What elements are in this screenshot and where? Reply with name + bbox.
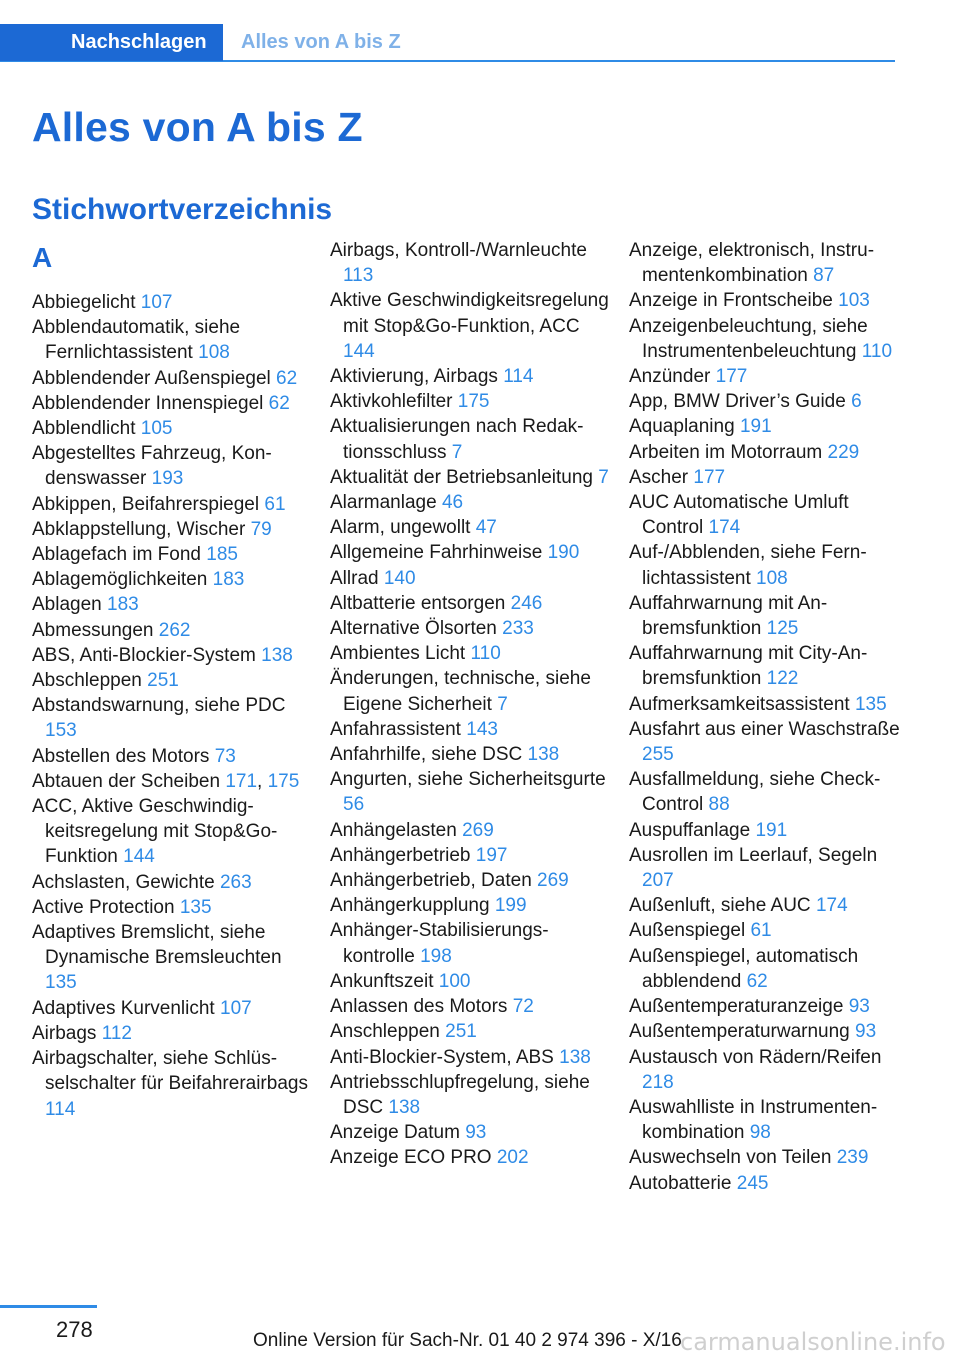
- entry-term: Aktualität der Betriebsanleitung: [330, 466, 599, 488]
- index-entry: [330, 641, 610, 666]
- index-entry: [629, 893, 909, 918]
- index-entry: [32, 920, 312, 996]
- entry-list: [32, 290, 312, 1122]
- index-entry: [629, 465, 909, 490]
- entry-term: Ausfahrt aus einer Waschstraße: [629, 718, 900, 740]
- page-reference-link[interactable]: 197: [475, 844, 508, 866]
- index-column-2: [330, 238, 610, 1171]
- page-reference-link[interactable]: 269: [537, 870, 569, 892]
- entry-term: Auspuffanlage: [629, 819, 756, 841]
- page-title: Alles von A bis Z: [32, 104, 363, 150]
- entry-term: Außenspiegel, automatisch abblendend: [629, 945, 859, 992]
- page-reference-link[interactable]: 239: [836, 1147, 869, 1169]
- footer-divider: [0, 1305, 97, 1308]
- entry-term: Autobatterie: [629, 1172, 737, 1194]
- index-entry: [629, 1019, 909, 1044]
- index-entry: [32, 492, 312, 517]
- index-entry: [629, 717, 909, 767]
- entry-term: Auffahrwarnung mit City-Anbremsfunktion: [629, 643, 868, 690]
- entry-term: Anfahrhilfe, siehe DSC: [330, 744, 528, 766]
- index-entry: [32, 996, 312, 1021]
- page-reference-link[interactable]: 87: [813, 265, 835, 287]
- entry-term: Anzeige ECO PRO: [330, 1147, 497, 1169]
- index-entry: [330, 666, 610, 716]
- page-reference-link[interactable]: 135: [179, 896, 212, 918]
- index-entry: [32, 693, 312, 743]
- index-entry: [32, 416, 312, 441]
- page-reference-link[interactable]: 218: [642, 1071, 674, 1093]
- entry-term: Anhängelasten: [330, 819, 463, 841]
- entry-term: Anhängerkupplung: [330, 895, 495, 917]
- index-entry: [629, 314, 909, 364]
- index-entry: [330, 238, 610, 288]
- page-reference-link[interactable]: 193: [151, 468, 184, 490]
- page-reference-link[interactable]: 153: [45, 720, 77, 742]
- page-reference-link[interactable]: 269: [462, 819, 494, 841]
- index-entry: [629, 540, 909, 590]
- index-entry: [629, 818, 909, 843]
- index-entry: [330, 389, 610, 414]
- entry-term: Anhängerbetrieb, Daten: [330, 870, 538, 892]
- page-reference-link[interactable]: 198: [420, 945, 452, 967]
- entry-term: Abblendender Innenspiegel: [32, 392, 269, 414]
- index-entry: [629, 843, 909, 893]
- entry-term: Alarm, ungewollt: [330, 517, 476, 539]
- index-entry: [330, 515, 610, 540]
- entry-term: Alternative Ölsorten: [330, 618, 503, 640]
- index-entry: [32, 870, 312, 895]
- page-reference-link[interactable]: 138: [559, 1046, 591, 1068]
- page-reference-link[interactable]: 107: [140, 292, 173, 313]
- entry-term: Aquaplaning: [629, 416, 740, 438]
- entry-list: [330, 238, 610, 1171]
- index-entry: [330, 767, 610, 817]
- page-reference-link[interactable]: 138: [527, 744, 560, 766]
- entry-term: Ablagefach im Fond: [32, 544, 207, 566]
- entry-term: ACC, Aktive Geschwindigkeitsregelung mit Stop&Go-Funktion: [32, 796, 278, 868]
- page-reference-link[interactable]: 108: [198, 342, 230, 364]
- index-entry: [629, 1145, 909, 1170]
- index-entry: Abtauen der Scheiben 171, 175: [32, 770, 300, 792]
- index-entry: [330, 1019, 610, 1044]
- page-reference-link[interactable]: 62: [746, 970, 768, 992]
- page-reference-link[interactable]: 171: [225, 770, 258, 792]
- entry-term: Abkippen, Beifahrerspiegel: [32, 493, 265, 515]
- page-reference-link[interactable]: 233: [502, 618, 534, 640]
- entry-term: Anzeige Datum: [330, 1122, 466, 1144]
- index-entry: [330, 994, 610, 1019]
- entry-term: Anhängerbetrieb: [330, 844, 476, 866]
- index-entry: [32, 290, 312, 315]
- index-entry: [330, 616, 610, 641]
- page-reference-link[interactable]: 56: [343, 794, 365, 816]
- page-reference-link[interactable]: 110: [861, 340, 893, 362]
- index-entry: [629, 1171, 909, 1196]
- index-column-3: [629, 238, 909, 1196]
- page-reference-link[interactable]: 140: [383, 567, 416, 589]
- page-reference-link[interactable]: 202: [496, 1147, 529, 1169]
- index-entry: [330, 288, 610, 364]
- entry-term: Austausch von Rädern/Reifen: [629, 1046, 882, 1068]
- entry-term: Adaptives Bremslicht, siehe Dynamische Bremsleuchten: [32, 922, 282, 969]
- page-reference-link[interactable]: 105: [140, 418, 173, 440]
- index-entry: [330, 414, 610, 464]
- entry-term: Ablagen: [32, 594, 108, 616]
- entry-term: Änderungen, technische, siehe Eigene Sicherheit: [330, 668, 591, 715]
- page-reference-link[interactable]: 245: [736, 1172, 769, 1194]
- entry-term: Anzeige, elektronisch, Instrumentenkombination: [629, 240, 875, 287]
- entry-term: Aktive Geschwindigkeitsregelung mit Stop&Go-Funktion, ACC: [330, 290, 609, 337]
- index-entry: [629, 364, 909, 389]
- page-reference-link[interactable]: 251: [445, 1021, 477, 1043]
- page-reference-link[interactable]: 263: [219, 871, 252, 893]
- index-entry: [32, 895, 312, 920]
- entry-term: Active Protection: [32, 896, 180, 918]
- page-reference-link[interactable]: 122: [766, 668, 799, 690]
- page-reference-link[interactable]: 100: [438, 970, 471, 992]
- entry-term: Außenspiegel: [629, 920, 751, 942]
- index-entry: [629, 641, 909, 691]
- page-reference-link[interactable]: 47: [475, 517, 497, 539]
- entry-term: Auf-/Abblenden, siehe Fernlichtassistent: [629, 542, 867, 589]
- entry-term: Auffahrwarnung mit Anbremsfunktion: [629, 592, 828, 640]
- entry-term: AUC Automatische Umluft Control: [629, 492, 849, 539]
- index-entry: [32, 567, 312, 592]
- index-entry: [330, 868, 610, 893]
- entry-term: Anschleppen: [330, 1021, 446, 1043]
- entry-term: Ablagemöglichkeiten: [32, 569, 213, 591]
- page-reference-link[interactable]: 138: [261, 644, 293, 666]
- index-entry: [32, 391, 312, 416]
- entry-term: Abbiegelicht: [32, 292, 141, 313]
- tab-alles-von-a-bis-z[interactable]: Alles von A bis Z: [241, 31, 401, 53]
- entry-term: ABS, Anti-Blockier-System: [32, 644, 262, 666]
- entry-term: Allgemeine Fahrhinweise: [330, 542, 548, 564]
- index-entry: [32, 618, 312, 643]
- entry-term: Ankunftszeit: [330, 970, 439, 992]
- page-reference-link[interactable]: 177: [715, 366, 748, 388]
- entry-term: Adaptives Kurvenlicht: [32, 997, 220, 1019]
- index-entry: [32, 542, 312, 567]
- entry-term: Alarmanlage: [330, 492, 442, 514]
- entry-term: Abschleppen: [32, 670, 148, 692]
- index-entry: [32, 441, 312, 491]
- entry-term: App, BMW Driver’s Guide: [629, 391, 852, 413]
- page-reference-link[interactable]: 144: [343, 340, 375, 362]
- index-entry: [629, 238, 909, 288]
- index-entry: [32, 517, 312, 542]
- page-reference-link[interactable]: 199: [494, 895, 527, 917]
- page-reference-link[interactable]: 103: [838, 290, 870, 312]
- entry-term: Abtauen der Scheiben: [32, 770, 226, 792]
- page-reference-link[interactable]: 262: [158, 619, 191, 641]
- tab-nachschlagen[interactable]: Nachschlagen: [0, 24, 223, 61]
- page-reference-link[interactable]: 177: [693, 466, 726, 488]
- index-entry: [32, 592, 312, 617]
- index-entry: [330, 1045, 610, 1070]
- index-entry: [330, 918, 610, 968]
- index-entry: [330, 818, 610, 843]
- section-title: Stichwortverzeichnis: [32, 193, 333, 226]
- entry-term: Anzeigenbeleuchtung, siehe Instrumentenbeleuchtung: [629, 315, 868, 362]
- page-reference-link[interactable]: 46: [441, 492, 464, 514]
- index-entry: [330, 1120, 610, 1145]
- index-column-1: [32, 238, 312, 1122]
- page-reference-link[interactable]: 61: [264, 493, 286, 515]
- entry-term: Airbags, Kontroll-/Warnleuchte: [330, 240, 587, 261]
- entry-list: [629, 238, 909, 1196]
- index-entry: [629, 440, 909, 465]
- index-entry: [32, 744, 312, 769]
- index-entry: [32, 668, 312, 693]
- page-reference-link[interactable]: 175: [457, 391, 490, 413]
- index-entry: [330, 591, 610, 616]
- page-reference-link[interactable]: 7: [598, 466, 609, 488]
- page-reference-link[interactable]: 191: [755, 819, 788, 841]
- index-entry: [32, 643, 312, 668]
- entry-term: Abblendender Außenspiegel: [32, 367, 277, 389]
- index-entry: [629, 490, 909, 540]
- entry-term: Anti-Blockier-System, ABS: [330, 1046, 560, 1068]
- letter-heading: A: [32, 242, 53, 273]
- index-entry: [629, 389, 909, 414]
- index-entry: [330, 969, 610, 994]
- entry-term: Ambientes Licht: [330, 643, 471, 665]
- index-entry: [629, 1095, 909, 1145]
- page-reference-link[interactable]: 125: [766, 618, 799, 640]
- header-tabbar: [0, 24, 895, 62]
- page-reference-link[interactable]: 144: [123, 846, 155, 868]
- index-entry: [32, 794, 312, 870]
- page-reference-link[interactable]: 112: [101, 1022, 132, 1044]
- page-reference-link[interactable]: 191: [739, 416, 772, 438]
- entry-term: Abblendlicht: [32, 418, 141, 440]
- index-entry: [32, 315, 312, 365]
- index-entry: [629, 591, 909, 641]
- page-reference-link[interactable]: 73: [214, 745, 236, 767]
- page-reference-link[interactable]: 143: [466, 718, 498, 740]
- page-reference-link[interactable]: 93: [465, 1122, 487, 1144]
- entry-term: Achslasten, Gewichte: [32, 871, 220, 893]
- entry-term: Angurten, siehe Sicherheitsgurte: [330, 769, 606, 791]
- index-entry: [330, 490, 610, 515]
- page-reference-link[interactable]: 138: [388, 1096, 421, 1118]
- entry-term: Auswahlliste in Instrumentenkombination: [629, 1096, 878, 1144]
- page-reference-link[interactable]: 229: [827, 441, 860, 463]
- entry-term: Abmessungen: [32, 619, 159, 641]
- index-entry: [32, 366, 312, 391]
- entry-term: Abgestelltes Fahrzeug, Kondenswasser: [32, 443, 272, 490]
- page-reference-link[interactable]: 175: [267, 770, 300, 792]
- page-reference-link[interactable]: 207: [642, 870, 674, 892]
- page-reference-link[interactable]: 174: [815, 895, 848, 917]
- index-entry: [330, 893, 610, 918]
- index-entry: [629, 918, 909, 943]
- entry-term: Anlassen des Motors: [330, 996, 513, 1018]
- entry-term: Anhänger-Stabilisierungskontrolle: [330, 920, 549, 967]
- entry-term: Airbagschalter, siehe Schlüsselschalter für Beifahrerairbags: [32, 1048, 308, 1095]
- watermark: carmanualsonline.info: [680, 1328, 946, 1356]
- page-reference-link[interactable]: 7: [451, 441, 463, 463]
- entry-term: Ausfallmeldung, siehe Check-Control: [629, 769, 881, 816]
- index-entry: [32, 1021, 312, 1046]
- entry-term: Altbatterie entsorgen: [330, 592, 511, 614]
- entry-term: Ausrollen im Leerlauf, Segeln: [629, 844, 878, 866]
- page-reference-link[interactable]: 93: [855, 1021, 877, 1043]
- entry-term: Außenluft, siehe AUC: [629, 895, 816, 917]
- page-reference-link[interactable]: 107: [220, 997, 252, 1019]
- page-reference-link[interactable]: 113: [343, 265, 374, 287]
- index-entry: [629, 767, 909, 817]
- page-reference-link[interactable]: 135: [45, 972, 77, 994]
- index-entry: [330, 364, 610, 389]
- entry-term: Abstellen des Motors: [32, 745, 215, 767]
- page-reference-link[interactable]: 98: [749, 1122, 771, 1144]
- entry-term: Anfahrassistent: [330, 718, 467, 740]
- page-reference-link[interactable]: 251: [147, 670, 179, 692]
- entry-term: Anzeige in Frontscheibe: [629, 290, 839, 312]
- entry-term: Antriebsschlupfregelung, siehe DSC: [330, 1071, 590, 1118]
- page-reference-link[interactable]: 93: [848, 996, 870, 1018]
- page-reference-link[interactable]: 6: [851, 391, 862, 413]
- entry-term: Außentemperaturwarnung: [629, 1021, 856, 1043]
- page-reference-link[interactable]: 183: [212, 569, 245, 591]
- page-reference-link[interactable]: 62: [268, 392, 290, 414]
- page-reference-link[interactable]: 255: [642, 744, 674, 766]
- entry-term: Abklappstellung, Wischer: [32, 518, 251, 540]
- entry-term: Abblendautomatik, siehe Fernlichtassistent: [32, 317, 241, 364]
- page-reference-link[interactable]: 79: [250, 518, 272, 540]
- index-entry: [629, 944, 909, 994]
- index-entry: [32, 1046, 312, 1122]
- page-reference-link[interactable]: 190: [547, 542, 580, 564]
- index-entry: [629, 692, 909, 717]
- page-reference-link[interactable]: 135: [854, 693, 887, 715]
- entry-term: Anzünder: [629, 366, 716, 388]
- page-reference-link[interactable]: 72: [512, 996, 534, 1018]
- index-entry: [330, 742, 610, 767]
- page-reference-link[interactable]: 88: [708, 794, 730, 816]
- page-reference-link[interactable]: 114: [503, 366, 534, 388]
- index-entry: [330, 1070, 610, 1120]
- entry-term: Airbags: [32, 1022, 102, 1044]
- page-reference-link[interactable]: 110: [470, 643, 501, 665]
- entry-term: Arbeiten im Motorraum: [629, 441, 828, 463]
- entry-term: Auswechseln von Teilen: [629, 1147, 837, 1169]
- index-entry: [330, 566, 610, 591]
- entry-term: Außentemperaturanzeige: [629, 996, 849, 1018]
- index-entry: [330, 1145, 610, 1170]
- page-reference-link[interactable]: 108: [756, 567, 788, 589]
- index-entry: [330, 843, 610, 868]
- index-entry: [330, 717, 610, 742]
- page-reference-link[interactable]: 62: [276, 367, 298, 389]
- page-reference-link[interactable]: 246: [510, 592, 543, 614]
- entry-term: Aktivkohlefilter: [330, 391, 458, 413]
- index-entry: [629, 288, 909, 313]
- footer-version-text: Online Version für Sach-Nr. 01 40 2 974 396 - X/16: [253, 1330, 682, 1351]
- entry-term: Abstandswarnung, siehe PDC: [32, 695, 286, 717]
- entry-term: Aktivierung, Airbags: [330, 366, 504, 388]
- page-reference-link[interactable]: 183: [107, 594, 139, 616]
- entry-term: Aktualisierungen nach Redaktionsschluss: [330, 416, 584, 463]
- index-entry: [629, 1045, 909, 1095]
- page-reference-link[interactable]: 61: [750, 920, 772, 942]
- page-reference-link[interactable]: 185: [206, 544, 238, 566]
- page-reference-link[interactable]: 7: [497, 693, 508, 715]
- page-reference-link[interactable]: 174: [708, 517, 741, 539]
- entry-term: Allrad: [330, 567, 384, 589]
- page-number: 278: [56, 1317, 93, 1342]
- page-reference-link[interactable]: 114: [45, 1098, 76, 1120]
- index-entry: [629, 414, 909, 439]
- index-entry: [330, 540, 610, 565]
- index-entry: [330, 465, 610, 490]
- entry-term: Ascher: [629, 466, 694, 488]
- index-entry: [629, 994, 909, 1019]
- entry-term: Aufmerksamkeitsassistent: [629, 693, 855, 715]
